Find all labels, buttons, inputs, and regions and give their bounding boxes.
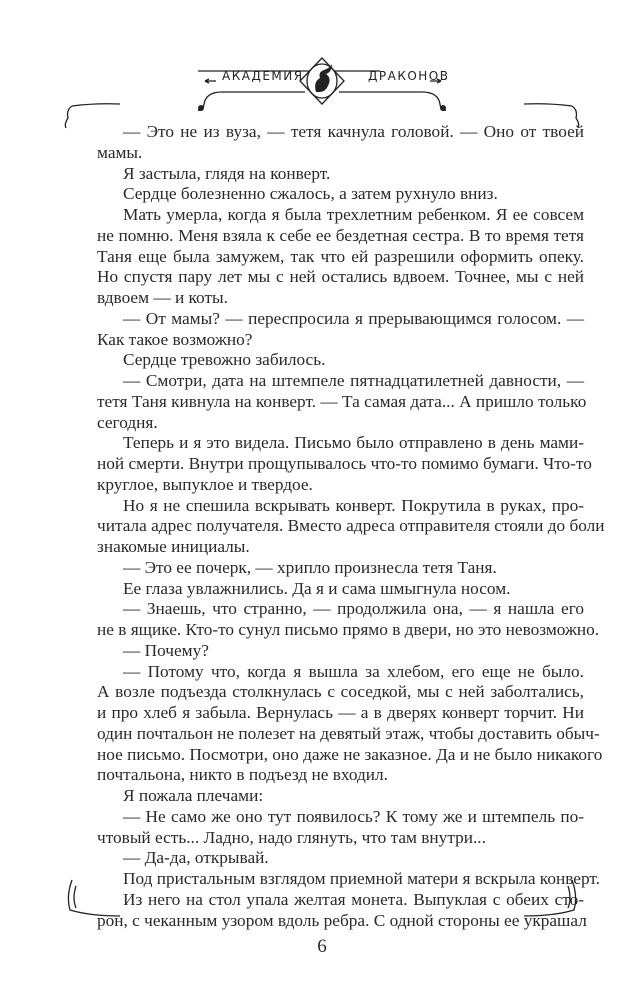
text-line: — Знаешь, что странно, — продолжила она, — я нашла его bbox=[123, 599, 584, 619]
text-line: — Не само же оно тут появилось? К тому же и штемпель по- bbox=[123, 806, 584, 826]
text-line: — От мамы? — переспросила я прерывающимся голосом. — bbox=[123, 308, 584, 328]
text-line: Я пожала плечами: bbox=[123, 786, 264, 805]
text-line: читала адрес получателя. Вместо адреса отправителя стояли до боли bbox=[97, 516, 605, 536]
running-title-left: АКАДЕМИЯ bbox=[222, 69, 304, 83]
text-line: вдвоем — и коты. bbox=[97, 288, 228, 307]
text-line: Но я не спешила вскрывать конверт. Покрутила в руках, про- bbox=[123, 495, 584, 515]
text-line: ное письмо. Посмотри, оно даже не заказное. Да и не было никакого bbox=[97, 744, 603, 764]
page-number: 6 bbox=[317, 936, 327, 957]
text-line: мамы. bbox=[97, 142, 143, 162]
text-line: не в ящике. Кто-то сунул письмо прямо в двери, но это невозможно. bbox=[97, 620, 600, 639]
text-line: Теперь и я это видела. Письмо было отправлено в день мами- bbox=[123, 433, 584, 453]
text-line: Таня еще была замужем, так что ей разрешили оформить опеку. bbox=[97, 246, 584, 266]
text-line: знакомые инициалы. bbox=[97, 537, 250, 556]
text-line: Из него на стол упала желтая монета. Выпуклая с обеих сто- bbox=[123, 889, 584, 909]
text-line: Я застыла, глядя на конверт. bbox=[123, 163, 331, 183]
running-header bbox=[0, 0, 644, 130]
text-line: Ее глаза увлажнились. Да я и сама шмыгнула носом. bbox=[123, 578, 511, 598]
text-line: Мать умерла, когда я была трехлетним ребенком. Я ее совсем bbox=[123, 205, 584, 224]
text-line: круглое, выпуклое и твердое. bbox=[97, 474, 313, 494]
text-line: тетя Таня кивнула на конверт. — Та самая дата... А пришло только bbox=[97, 391, 587, 411]
text-line: и про хлеб я забыла. Вернулась — а в дверях конверт торчит. Ни bbox=[97, 703, 584, 722]
text-line: — Да-да, открывай. bbox=[123, 848, 269, 868]
text-line: один почтальон не полезет на девятый этаж, чтобы доставить обыч- bbox=[97, 723, 600, 743]
text-line: Но спустя пару лет мы с ней остались вдвоем. Точнее, мы с ней bbox=[97, 267, 584, 287]
text-line: Как такое возможно? bbox=[97, 329, 253, 349]
text-line: рон, с чеканным узором вдоль ребра. С одной стороны ее украшал bbox=[97, 910, 587, 930]
text-line: Сердце тревожно забилось. bbox=[123, 350, 326, 370]
text-line: — Смотри, дата на штемпеле пятнадцатилетней давности, — bbox=[123, 371, 584, 390]
text-line: — Потому что, когда я вышла за хлебом, его еще не было. bbox=[123, 661, 584, 681]
footer-ornament bbox=[0, 860, 644, 940]
header-ornament bbox=[0, 0, 644, 130]
text-line: ной смерти. Внутри прощупывалось что-то помимо бумаги. Что-то bbox=[97, 454, 592, 473]
text-line: Сердце болезненно сжалось, а затем рухнуло вниз. bbox=[123, 184, 498, 204]
text-line: — Это ее почерк, — хрипло произнесла тетя Таня. bbox=[123, 557, 497, 577]
text-line: чтовый есть... Ладно, надо глянуть, что там внутри... bbox=[97, 827, 486, 847]
text-line: не помню. Меня взяла к себе ее бездетная сестра. В то время тетя bbox=[97, 225, 584, 245]
text-line: почтальона, никто в подъезд не входил. bbox=[97, 765, 388, 785]
running-title-right: ДРАКОНОВ bbox=[368, 69, 450, 83]
text-line: Под пристальным взглядом приемной матери я вскрыла конверт. bbox=[123, 869, 600, 888]
text-line: — Это не из вуза, — тетя качнула головой. — Оно от твоей bbox=[123, 122, 584, 141]
text-line: А возле подъезда столкнулась с соседкой, мы с ней заболтались, bbox=[97, 682, 584, 702]
text-line: сегодня. bbox=[97, 412, 158, 432]
body-text bbox=[97, 122, 605, 931]
text-line: — Почему? bbox=[123, 640, 209, 660]
